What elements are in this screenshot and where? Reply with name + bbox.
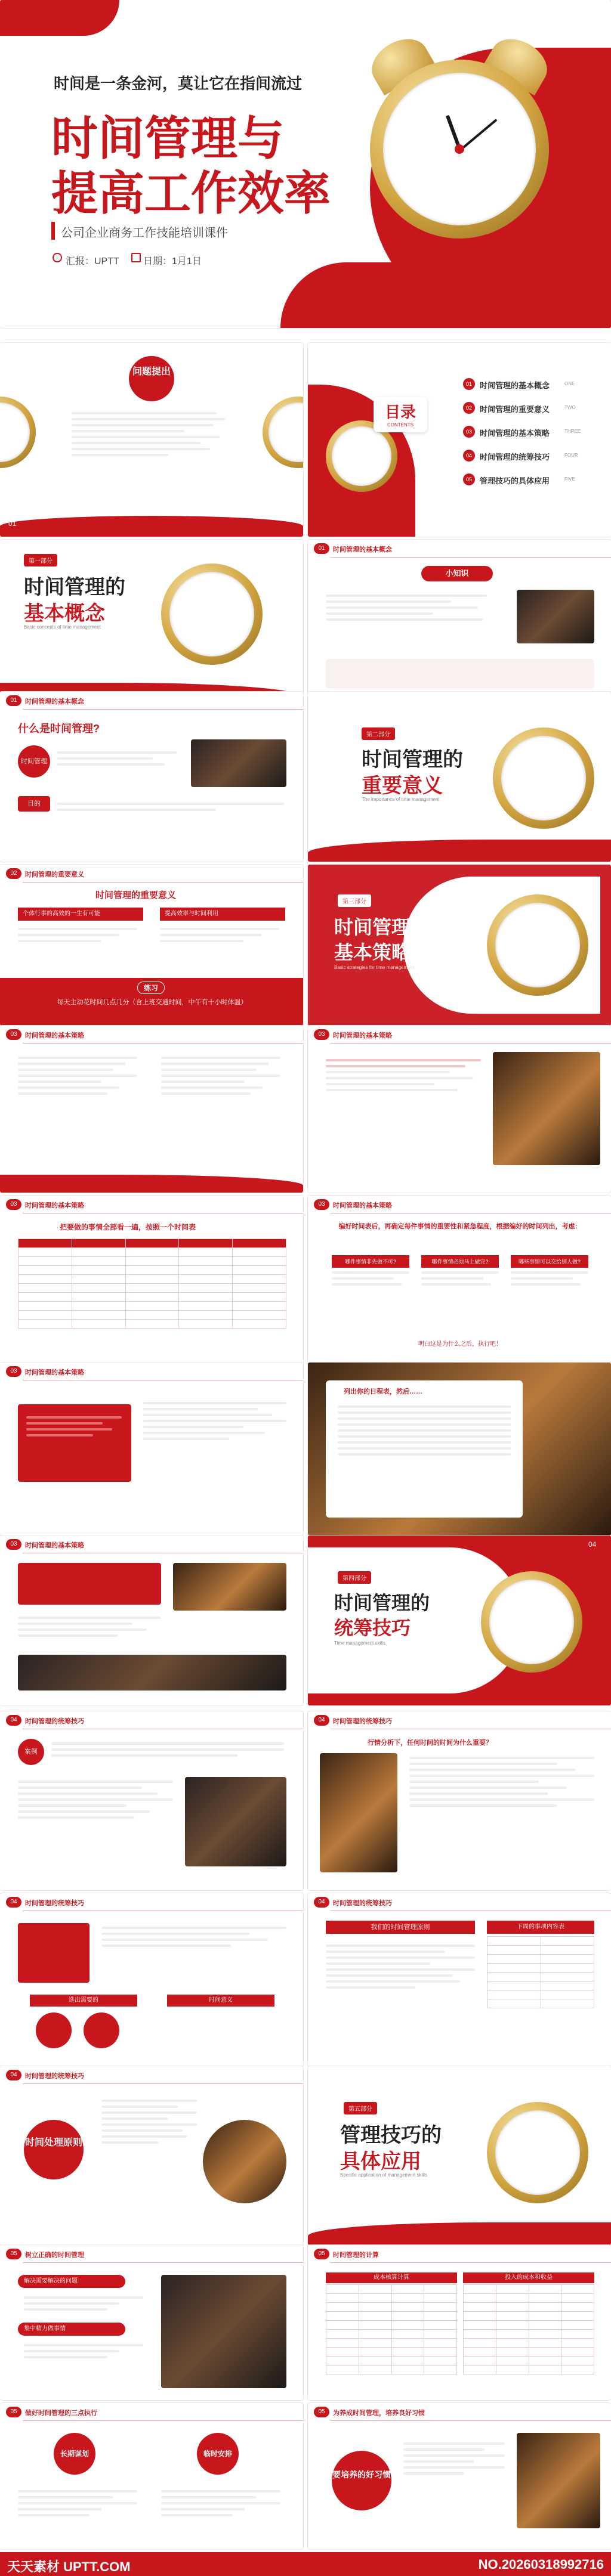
- apply4-list: [403, 2439, 505, 2478]
- problem-bottom-shape: [0, 516, 303, 537]
- toc-item-number: 04: [463, 450, 475, 462]
- toc-item-en: ONE: [564, 381, 575, 386]
- what-text-2: [57, 799, 284, 815]
- apply1-list-1: [24, 2293, 143, 2314]
- practice-label: 练习: [137, 982, 165, 994]
- slide-header-title: 时间管理的基本策略: [333, 1032, 392, 1039]
- skills5-circle: [24, 2120, 84, 2179]
- slide-header-number: 04: [6, 2070, 21, 2080]
- toc-item-label: 管理技巧的具体应用: [480, 476, 550, 485]
- slide-header: [308, 1026, 611, 1044]
- slide-header: [0, 1363, 303, 1380]
- part-tag: 第四部分: [338, 1571, 371, 1584]
- cover-tagline: 时间是一条金河，莫让它在指间流过: [54, 75, 303, 92]
- skills2-list: [409, 1753, 594, 1810]
- slide-header-title: 时间管理的基本策略: [25, 1542, 84, 1549]
- watch-photo: [517, 590, 594, 643]
- skills2-title: 行情分析下，任何时间的时间为什么重要？: [368, 1739, 492, 1747]
- strategy1-slide: [0, 1026, 303, 1193]
- clock-photo: [320, 1753, 397, 1872]
- part-tag: 第三部分: [338, 894, 371, 907]
- what-text: [57, 748, 177, 769]
- toc-item-en: TWO: [564, 405, 576, 410]
- slide-header-number: 05: [314, 2249, 329, 2259]
- problem-list: [72, 408, 233, 460]
- slide-header: [308, 1893, 611, 1911]
- part-title-b: 基本策略: [334, 942, 411, 963]
- apply4-slide: [308, 2403, 611, 2549]
- part-en: Basic concepts of time management: [24, 624, 101, 630]
- skills5-slide: [0, 2066, 303, 2245]
- strategy3-q3: [511, 1255, 588, 1289]
- slide-header: [0, 1196, 303, 1213]
- slide-header: [0, 2066, 303, 2084]
- meaning-col2-text: [160, 924, 279, 946]
- toc-item-label: 时间管理的重要意义: [480, 405, 550, 414]
- strategy5-slide: [0, 1363, 303, 1535]
- what-k2: [18, 796, 50, 812]
- page-number: 04: [588, 1540, 597, 1549]
- slide-header: [0, 865, 303, 883]
- practice-question: 每天主动花时间几点几分（含上班交通时间，中午有十小时体温）: [57, 999, 248, 1006]
- apply1-list-2: [24, 2340, 143, 2362]
- cover-title-line2: 提高工作效率: [51, 168, 331, 219]
- slide-header-title: 时间管理的基本概念: [333, 546, 392, 553]
- strategy5-box-text: [26, 1413, 122, 1440]
- slide-header: [0, 1893, 303, 1911]
- toc-item[interactable]: [463, 376, 603, 396]
- skills1-list: [18, 1777, 173, 1822]
- apply2-t1: 成本核算计算: [326, 2272, 457, 2283]
- apply2-t2: 投入的成本和收益: [463, 2272, 594, 2283]
- strategy2-slide: [0, 1196, 303, 1366]
- apply1-slide: [0, 2245, 303, 2400]
- watch-photo: [18, 1655, 286, 1690]
- strategy-photo-slide: [308, 1026, 611, 1193]
- slide-header-title: 树立正确的时间管理: [25, 2252, 84, 2259]
- slide-header-title: 为养成时间管理，培养良好习惯: [333, 2410, 425, 2417]
- problem-badge: [129, 356, 174, 401]
- part-title-b: 基本概念: [24, 603, 105, 625]
- watch-photo: [161, 2275, 286, 2388]
- concept-box-label: 小知识: [421, 566, 493, 581]
- toc-list: [463, 376, 603, 495]
- part-title-b: 统筹技巧: [334, 1617, 411, 1639]
- part-en: Specific application of management skills: [340, 2172, 427, 2178]
- strategy2-title: 把要做的事情全部看一遍，按照一个时间表: [60, 1223, 196, 1231]
- strategy1-bottom-shape: [0, 1175, 303, 1193]
- skills2-slide: [308, 1711, 611, 1890]
- skills1-tag-label: 案例: [24, 1748, 38, 1755]
- slide-header-number: 03: [6, 1199, 21, 1210]
- person-icon: [53, 253, 62, 262]
- slide-header-number: 03: [314, 1029, 329, 1040]
- slide-header-title: 时间管理的统筹技巧: [25, 2073, 84, 2080]
- slide-header-title: 时间管理的计算: [333, 2252, 379, 2259]
- strategy-schedule-slide: [308, 1363, 611, 1535]
- cover-red-shape-bottom: [280, 262, 611, 328]
- what-k2-label: 目的: [27, 800, 41, 807]
- part-title-a: 时间管理的: [334, 1592, 430, 1614]
- part-en: The importance of time management: [362, 797, 440, 802]
- apply3-c1: [54, 2433, 95, 2475]
- strategy6-slide: [0, 1535, 303, 1705]
- toc-item-en: FOUR: [564, 453, 578, 458]
- strategy3-q1: [332, 1255, 409, 1289]
- toc-item[interactable]: [463, 400, 603, 420]
- concept-list: [326, 591, 505, 624]
- part5-slide: [308, 2066, 611, 2245]
- toc-sub: CONTENTS: [387, 422, 413, 428]
- slide-header-title: 时间管理的统筹技巧: [333, 1900, 392, 1907]
- revenue-table: [463, 2284, 594, 2374]
- toc-item-label: 时间管理的统筹技巧: [480, 453, 550, 462]
- part-title-a: 时间管理的: [24, 577, 125, 599]
- cost-table: [326, 2284, 457, 2374]
- schedule-title: 列出你的日程表，然后……: [344, 1388, 422, 1395]
- toc-item[interactable]: [463, 423, 603, 444]
- part-title-a: 时间管理的: [362, 749, 463, 771]
- slide-header: [0, 2245, 303, 2263]
- schedule-list: [338, 1402, 511, 1459]
- part-title-a: 管理技巧的: [340, 2125, 442, 2147]
- clock-photo: [493, 1052, 600, 1165]
- slide-header: [0, 1535, 303, 1553]
- strategy1-list-right: [161, 1053, 280, 1098]
- strategy6-red-card: [18, 1563, 161, 1605]
- toc-item[interactable]: [463, 471, 603, 491]
- calendar-icon: [131, 253, 141, 262]
- part-title-a: 时间管理的: [334, 917, 430, 938]
- skills4-title: 我们的时间管理原则: [326, 1921, 475, 1934]
- part2-bottom-shape: [308, 840, 611, 862]
- apply3-c1-label: 长期谋划: [60, 2450, 89, 2458]
- skills5-list: [101, 2096, 197, 2147]
- clock-photo: [517, 2433, 600, 2528]
- slide-header-title: 时间管理的基本概念: [25, 698, 84, 705]
- schedule-table: [18, 1239, 286, 1329]
- toc-item[interactable]: [463, 447, 603, 467]
- part2-alarm-clock: [481, 716, 600, 841]
- cover-red-shape-top: [0, 0, 119, 36]
- strategy3-note: 明白这是为什么之后，执行吧！: [418, 1341, 502, 1348]
- slide-header-number: 05: [6, 2407, 21, 2417]
- part5-bottom-shape: [308, 2222, 611, 2245]
- footer-site: 天天素材 UPTT.COM: [7, 2559, 131, 2574]
- part4-alarm-clock: [469, 1559, 588, 1685]
- slide-header-title: 时间管理的基本策略: [25, 1202, 84, 1209]
- slide-header: [308, 1711, 611, 1729]
- meaning-title: 时间管理的重要意义: [95, 890, 177, 900]
- apply3-list-1: [18, 2487, 137, 2520]
- toc-item-en: THREE: [564, 429, 581, 434]
- toc-item-label: 时间管理的基本策略: [480, 429, 550, 438]
- toc-title: 目录: [384, 404, 416, 421]
- skills4-slide: [308, 1893, 611, 2066]
- page-number: 01: [8, 519, 17, 528]
- concept-slide: [308, 540, 611, 707]
- skills3-text: [101, 1923, 286, 1950]
- alarm-clock-left: [0, 391, 42, 474]
- slide-header-number: 04: [314, 1715, 329, 1726]
- slide-header-title: 时间管理的基本策略: [25, 1032, 84, 1039]
- cover-subtitle-bar: [51, 222, 55, 240]
- strategy1-list-left: [18, 1053, 137, 1098]
- part-title-b: 重要意义: [362, 775, 443, 797]
- cover-slide: [0, 0, 611, 328]
- slide-header-title: 时间管理的统筹技巧: [25, 1718, 84, 1725]
- skills4-table: [487, 1936, 594, 2008]
- meaning-col1-text: [18, 924, 137, 946]
- part1-slide: [0, 540, 303, 707]
- toc-item-en: FIVE: [564, 476, 575, 482]
- slide-header-title: 时间管理的基本策略: [25, 1369, 84, 1376]
- skills4-list-title: 下周的事项内容表: [487, 1921, 594, 1934]
- slide-header: [308, 1196, 611, 1213]
- meaning-col2-label: 提高效率与时间利用: [165, 911, 218, 917]
- concept-note: [326, 659, 594, 689]
- apply1-b2: 集中精力做事情: [18, 2323, 125, 2336]
- skills3-red-card: [18, 1923, 90, 1983]
- meaning-slide: [0, 865, 303, 1026]
- apply3-slide: [0, 2403, 303, 2549]
- strategy5-right-text: [143, 1398, 286, 1444]
- cover-subtitle: 公司企业商务工作技能培训课件: [61, 227, 228, 240]
- toc-item-number: 03: [463, 426, 475, 438]
- part-tag: 第二部分: [362, 727, 395, 740]
- skills3-right-circle: [84, 2012, 119, 2048]
- strategy3-title: 编好时间表后，再确定每件事情的重要性和紧急程度，根据编好的时间列出，考虑：: [338, 1223, 582, 1230]
- apply3-list-2: [161, 2487, 280, 2520]
- strategy3-q1-label: 哪件事情非先做不可?: [332, 1255, 409, 1268]
- slide-header-number: 03: [314, 1199, 329, 1210]
- clock-photo: [185, 1777, 286, 1866]
- slide-header: [0, 2403, 303, 2421]
- problem-slide: [0, 343, 303, 537]
- problem-badge-label: 问题提出: [132, 367, 171, 377]
- part-en: Basic strategies for time management: [334, 965, 415, 970]
- part1-alarm-clock: [149, 552, 269, 677]
- skills1-text: [51, 1739, 284, 1760]
- strategy3-q3-label: 哪些事情可以交给别人做?: [511, 1255, 588, 1268]
- slide-header: [308, 540, 611, 558]
- apply4-circle-label: 要培养的好习惯: [332, 2471, 391, 2480]
- slide-header-number: 04: [314, 1897, 329, 1908]
- alarm-clock-right: [263, 391, 303, 474]
- toc-item-label: 时间管理的基本概念: [480, 381, 550, 390]
- what-slide: [0, 692, 303, 862]
- part-title-b: 具体应用: [340, 2151, 421, 2173]
- apply2-slide: [308, 2245, 611, 2400]
- what-k1: [18, 745, 50, 778]
- part5-alarm-clock: [475, 2090, 594, 2215]
- toc-item-number: 02: [463, 402, 475, 414]
- slide-header: [0, 1711, 303, 1729]
- slide-header-number: 03: [6, 1539, 21, 1550]
- meaning-col2: [160, 908, 285, 921]
- cover-alarm-clock: [358, 24, 561, 262]
- slide-header-number: 01: [6, 695, 21, 706]
- slide-header-number: 04: [6, 1715, 21, 1726]
- slide-header-number: 04: [6, 1897, 21, 1908]
- part3-alarm-clock: [475, 883, 594, 1008]
- slide-header-number: 03: [6, 1366, 21, 1377]
- watch-photo: [191, 739, 286, 787]
- part2-slide: [308, 692, 611, 862]
- skills3-slide: [0, 1893, 303, 2066]
- slide-header: [308, 2403, 611, 2421]
- footer-id: NO.20260318992716: [478, 2557, 604, 2572]
- what-question: 什么是时间管理?: [18, 723, 100, 735]
- part3-slide: [308, 865, 611, 1026]
- part-en: Time management skills: [334, 1640, 385, 1646]
- slide-header-title: 时间管理的基本策略: [333, 1202, 392, 1209]
- part4-slide: [308, 1535, 611, 1705]
- cover-presenter: 汇报：UPTT: [66, 256, 119, 267]
- strategy-text: [326, 1055, 481, 1095]
- toc-title-box: [374, 397, 427, 432]
- apply3-c2: [197, 2433, 239, 2475]
- meaning-col1-label: 个体行事的高效的一生有可能: [23, 911, 100, 917]
- slide-header-number: 01: [314, 543, 329, 554]
- strategy6-list: [18, 1613, 161, 1640]
- cover-date: 日期：1月1日: [143, 256, 202, 267]
- strategy3-q2: [421, 1255, 499, 1289]
- apply4-circle: [332, 2451, 391, 2510]
- skills3-left-circle: [36, 2012, 72, 2048]
- slide-header-title: 时间管理的统筹技巧: [25, 1900, 84, 1907]
- meaning-col1: [18, 908, 143, 921]
- strategy3-q2-label: 哪件事情必须马上做完?: [421, 1255, 499, 1268]
- toc-item-number: 01: [463, 378, 475, 390]
- clock-photo-round: [203, 2120, 286, 2203]
- slide-header-title: 时间管理的重要意义: [25, 871, 84, 878]
- toc-slide: [308, 343, 611, 537]
- apply3-c2-label: 临时安排: [203, 2450, 232, 2458]
- part-tag: 第一部分: [24, 554, 57, 566]
- skills5-circle-label: 时间处理原则: [24, 2138, 82, 2148]
- skills4-list: [326, 1941, 475, 1992]
- strategy3-slide: [308, 1196, 611, 1366]
- slide-header-number: 05: [314, 2407, 329, 2417]
- slide-header-number: 02: [6, 868, 21, 879]
- books-photo: [173, 1563, 286, 1611]
- slide-header: [0, 1026, 303, 1044]
- skills3-t1: 选出需要的: [30, 1995, 137, 2007]
- watermark-footer: [0, 2552, 611, 2576]
- skills3-t2: 时间意义: [167, 1995, 274, 2007]
- skills1-tag: [18, 1739, 44, 1765]
- slide-header-title: 时间管理的统筹技巧: [333, 1718, 392, 1725]
- slide-header: [0, 692, 303, 710]
- slide-header-number: 05: [6, 2249, 21, 2259]
- toc-item-number: 05: [463, 473, 475, 485]
- part-tag: 第五部分: [344, 2102, 377, 2114]
- what-k1-label: 时间管理: [21, 758, 47, 765]
- slide-header: [308, 2245, 611, 2263]
- slide-header-number: 03: [6, 1029, 21, 1040]
- skills1-slide: [0, 1711, 303, 1890]
- cover-title-line1: 时间管理与: [51, 113, 285, 165]
- apply1-b1: 解决需要解决的问题: [18, 2275, 125, 2288]
- slide-header-title: 做好时间管理的三点执行: [25, 2410, 97, 2417]
